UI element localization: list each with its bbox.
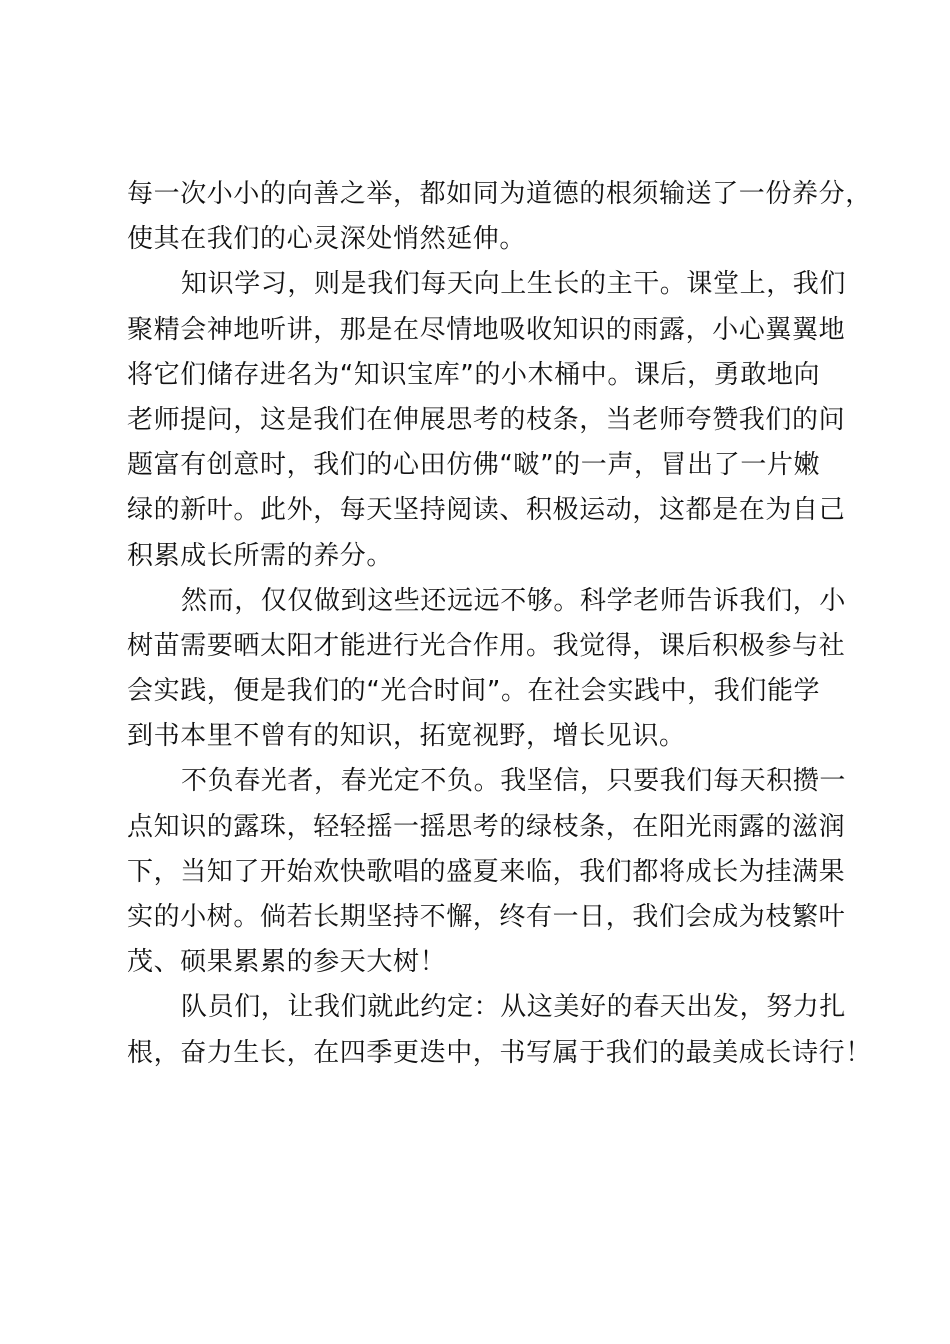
text-line: 使其在我们的心灵深处悄然延伸。 xyxy=(127,224,527,255)
paragraph-start-line: 队员们，让我们就此约定：从这美好的春天出发，努力扎 xyxy=(181,992,847,1023)
text-line: 下，当知了开始欢快歌唱的盛夏来临，我们都将成长为挂满果 xyxy=(127,856,846,887)
text-line: 到书本里不曾有的知识，拓宽视野，增长见识。 xyxy=(127,721,686,752)
text-line: 实的小树。倘若长期坚持不懈，终有一日，我们会成为枝繁叶 xyxy=(127,902,846,932)
text-line: 每一次小小的向善之举，都如同为道德的根须输送了一份养分， xyxy=(127,179,872,209)
text-line: 会实践，便是我们的“光合时间”。在社会实践中，我们能学 xyxy=(127,676,821,707)
text-line: 聚精会神地听讲，那是在尽情地吸收知识的雨露，小心翼翼地 xyxy=(127,314,846,345)
paragraph-start-line: 然而，仅仅做到这些还远远不够。科学老师告诉我们，小 xyxy=(181,585,847,616)
text-line: 茂、硕果累累的参天大树！ xyxy=(127,947,447,978)
text-line: 树苗需要晒太阳才能进行光合作用。我觉得，课后积极参与社 xyxy=(127,630,846,661)
document-body xyxy=(127,172,872,1076)
paragraph-start-line: 不负春光者，春光定不负。我坚信，只要我们每天积攒一 xyxy=(181,766,847,797)
text-line: 老师提问，这是我们在伸展思考的枝条，当老师夸赞我们的问 xyxy=(127,404,846,435)
text-line: 根，奋力生长，在四季更迭中，书写属于我们的最美成长诗行！ xyxy=(127,1037,872,1068)
text-line: 积累成长所需的养分。 xyxy=(127,540,394,571)
paragraph-start-line: 知识学习，则是我们每天向上生长的主干。课堂上，我们 xyxy=(181,269,847,300)
text-line: 绿的新叶。此外，每天坚持阅读、积极运动，这都是在为自己 xyxy=(127,495,846,526)
text-line: 题富有创意时，我们的心田仿佛“啵”的一声，冒出了一片嫩 xyxy=(127,450,821,481)
text-line: 点知识的露珠，轻轻摇一摇思考的绿枝条，在阳光雨露的滋润 xyxy=(127,811,846,842)
text-line: 将它们储存进名为“知识宝库”的小木桶中。课后，勇敢地向 xyxy=(127,359,821,390)
